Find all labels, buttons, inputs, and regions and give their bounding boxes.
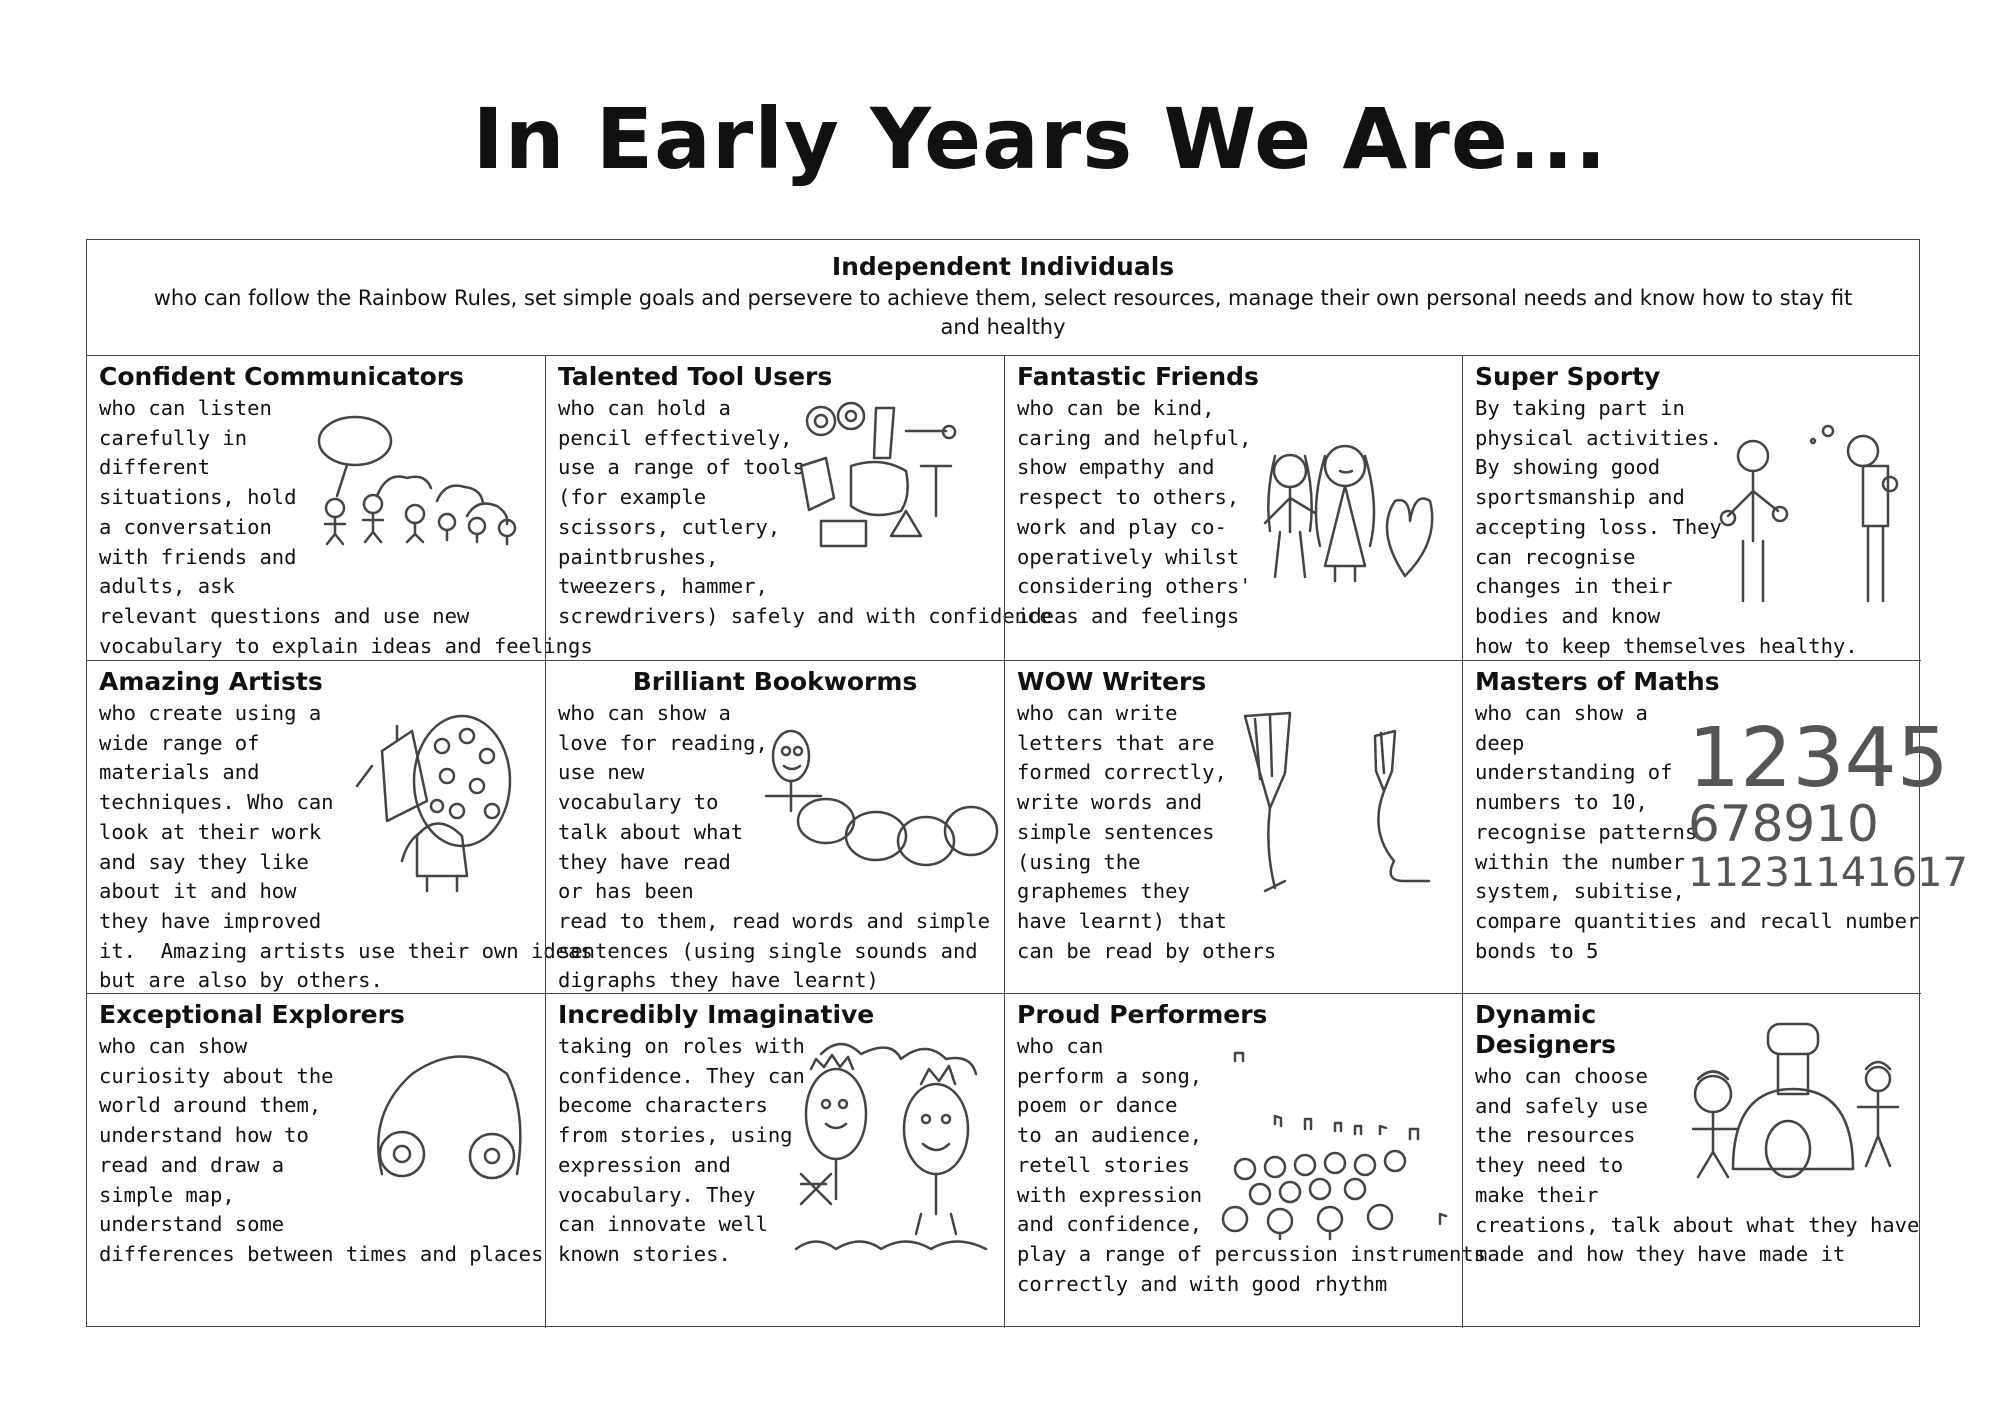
cell-brilliant-bookworms <box>545 660 1004 993</box>
cell-title: Fantastic Friends <box>1017 362 1259 391</box>
cell-text: who can show a deep understanding of numbers to 10, recognise patterns within the number system, subitise, compare quantities and recall number bonds to 5 <box>1475 701 1920 963</box>
cell-title: Brilliant Bookworms <box>632 667 918 696</box>
sports-children-drawing-icon <box>1718 426 1908 626</box>
artist-painting-drawing-icon <box>342 706 532 896</box>
header-title: Independent Individuals <box>831 252 1175 281</box>
performers-drawing-icon <box>1205 1049 1450 1239</box>
cell-proud-performers <box>1004 993 1486 1328</box>
cell-title: Proud Performers <box>1017 1000 1268 1029</box>
cell-title: WOW Writers <box>1017 667 1207 696</box>
friends-drawing-icon <box>1245 436 1445 586</box>
cell-dynamic-designers <box>1462 993 1921 1328</box>
numbers-row-1: 12345 <box>1688 711 1949 806</box>
cell-wow-writers <box>1004 660 1462 993</box>
cell-title: Talented Tool Users <box>558 362 833 391</box>
cell-title: Exceptional Explorers <box>99 1000 405 1029</box>
cell-talented-tool-users <box>545 356 1052 660</box>
cell-super-sporty <box>1462 356 1921 660</box>
cell-text: who can choose and safely use the resources they need to make their creations, talk about what they have made and how they have made it <box>1475 1064 1920 1267</box>
cell-text: who can write letters that are formed correctly, write words and simple sentences (using the graphemes they have learnt) that can be read by others <box>1017 701 1277 963</box>
cell-amazing-artists <box>87 660 593 993</box>
cell-text: By taking part in physical activities. By showing good sportsmanship and accepting loss. They can recognise changes in their bodies and know how to keep themselves healthy. <box>1475 396 1858 658</box>
cell-title: Super Sporty <box>1475 362 1661 391</box>
cell-title: Incredibly Imaginative <box>558 1000 875 1029</box>
cell-fantastic-friends <box>1004 356 1462 660</box>
cell-confident-communicators <box>87 356 593 660</box>
story-characters-drawing-icon <box>791 1034 996 1259</box>
values-grid <box>86 239 1968 1327</box>
cell-text: who can hold a pencil effectively, use a range of tools (for example scissors, cutlery, paintbrushes, tweezers, hammer, screwdrivers) safely and with confidence <box>558 396 1052 628</box>
page-title: In Early Years We Are... <box>472 90 1608 188</box>
cell-masters-of-maths <box>1462 660 1968 993</box>
numbers-row-2: 678910 <box>1688 795 1879 853</box>
numbers-row-3: 11231141617 <box>1688 850 1968 896</box>
cell-text: who can be kind, caring and helpful, show empathy and respect to others, work and play co- operatively whilst considering others' ideas and feelings <box>1017 396 1252 628</box>
designers-building-drawing-icon <box>1673 1019 1913 1204</box>
bookworm-drawing-icon <box>756 721 1001 881</box>
pencils-drawing-icon <box>1225 711 1445 911</box>
header-cell-independent-individuals <box>87 240 1919 356</box>
children-talking-drawing-icon <box>307 416 532 546</box>
cell-text: who can show curiosity about the world around them, understand how to read and draw a simple map, understand some differences between times and places <box>99 1034 544 1266</box>
cell-incredibly-imaginative <box>545 993 1004 1328</box>
cell-title: Amazing Artists <box>99 667 323 696</box>
cell-text: who can show a love for reading, use new vocabulary to talk about what they have read or has been read to them, read words and simple sentences (using single sounds and digraphs they have learnt) <box>558 701 990 993</box>
tools-drawing-icon <box>781 396 981 546</box>
handwritten-numbers-drawing-icon <box>1688 701 1968 896</box>
cell-title: Dynamic Designers <box>1475 1000 1617 1059</box>
header-description: who can follow the Rainbow Rules, set simple goals and persevere to achieve them, select resources, manage their own personal needs and know how to stay fit and healthy <box>153 286 1853 339</box>
cell-title: Confident Communicators <box>99 362 464 391</box>
cell-text: who can listen carefully in different situations, hold a conversation with friends and adults, ask relevant questions and use new vocabulary to explain ideas and feelings <box>99 396 593 658</box>
cell-text: who create using a wide range of materials and techniques. Who can look at their work and say they like about it and how they have improved it. Amazing artists use their own ideas but are also by others. <box>99 701 593 993</box>
cell-exceptional-explorers <box>87 993 545 1328</box>
car-drawing-icon <box>362 1034 537 1209</box>
cell-text: taking on roles with confidence. They can become characters from stories, using expression and vocabulary. They can innovate well known stories. <box>558 1034 805 1266</box>
cell-title: Masters of Maths <box>1475 667 1720 696</box>
cell-text: who can perform a song, poem or dance to an audience, retell stories with expression and confidence, play a range of percussion instruments correctly and with good rhythm <box>1017 1034 1486 1296</box>
